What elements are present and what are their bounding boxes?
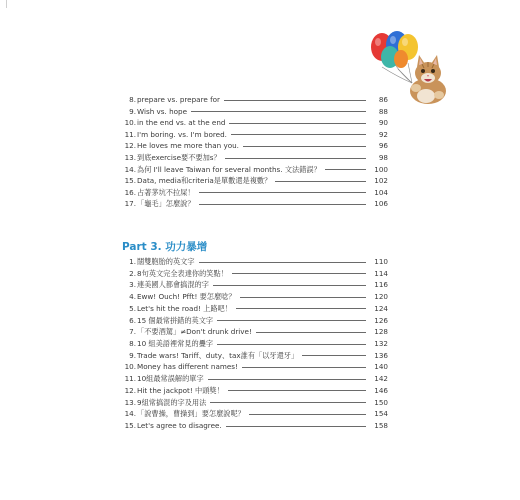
toc-entry-title: He loves me more than you. xyxy=(137,141,239,151)
toc-entry-title: Hit the jackpot! 中頭獎！ xyxy=(137,385,224,395)
toc-entry-number: 11. xyxy=(124,374,136,384)
leader-line xyxy=(325,169,366,170)
toc-entry-title: 10組最常誤解的單字 xyxy=(137,374,204,384)
leader-line xyxy=(229,123,366,124)
toc-entry-title: I'm boring. vs. I'm bored. xyxy=(137,129,227,139)
toc-entry-page: 102 xyxy=(374,176,388,186)
toc-entry-number: 12. xyxy=(124,385,136,395)
toc-entry-number: 11. xyxy=(124,129,136,139)
leader-line xyxy=(232,273,366,274)
leader-line xyxy=(217,344,366,345)
leader-line xyxy=(275,181,366,182)
toc-entry-number: 14. xyxy=(124,409,136,419)
toc-entry-page: 146 xyxy=(374,385,388,395)
toc-entry-page: 86 xyxy=(378,95,388,104)
leader-line xyxy=(199,204,366,205)
toc-entry-title: 8句英文完全表達你的笑點！ xyxy=(137,268,228,278)
toc-entry-page: 124 xyxy=(374,303,388,313)
toc-entry-title: Let's agree to disagree. xyxy=(137,421,222,431)
toc-entry-title: 15 個最常拼錯的英文字 xyxy=(137,315,214,325)
toc-entry-title: prepare vs. prepare for xyxy=(137,95,220,104)
toc-entry xyxy=(0,198,520,209)
toc-entry-page: 106 xyxy=(374,199,388,209)
toc-entry-number: 8. xyxy=(129,95,136,104)
toc-entry-number: 8. xyxy=(129,339,136,349)
toc-entry xyxy=(0,279,520,290)
toc-entry xyxy=(0,152,520,163)
toc-entry xyxy=(0,350,520,361)
toc-entry-page: 114 xyxy=(374,268,388,278)
leader-line xyxy=(217,320,366,321)
toc-entry-title: 「不要酒駕」≠Don't drunk drive! xyxy=(137,327,252,337)
toc-entry-number: 13. xyxy=(124,153,136,162)
toc-entry-title: 「說曹操，曹操到」要怎麼說呢？ xyxy=(137,409,245,419)
leader-line xyxy=(224,100,366,101)
toc-entry-number: 10. xyxy=(124,118,136,128)
toc-entry xyxy=(0,140,520,151)
toc-entry-number: 9. xyxy=(129,350,136,360)
toc-entry-number: 4. xyxy=(129,292,136,302)
leader-line xyxy=(242,367,366,368)
toc-entry-number: 10. xyxy=(124,362,136,372)
toc-entry-number: 17. xyxy=(124,199,136,209)
toc-entry xyxy=(0,187,520,198)
toc-entry-number: 7. xyxy=(129,327,136,337)
leader-line xyxy=(228,390,366,391)
toc-entry-page: 128 xyxy=(374,327,388,337)
leader-line xyxy=(302,355,366,356)
toc-entry xyxy=(0,315,520,326)
toc-entry-number: 15. xyxy=(124,176,136,186)
toc-entry-title: Let's hit the road! 上路吧！ xyxy=(137,303,232,313)
toc-entry-title: Wish vs. hope xyxy=(137,106,188,116)
toc-entry-title: in the end vs. at the end xyxy=(137,118,226,128)
toc-entry-page: 88 xyxy=(378,106,388,116)
toc-entry-page: 142 xyxy=(374,374,388,384)
leader-line xyxy=(208,379,366,380)
toc-entry-page: 140 xyxy=(374,362,388,372)
toc-entry xyxy=(0,397,520,408)
toc-entry-number: 16. xyxy=(124,187,136,197)
toc-entry-title: 闊雙胞胎的英文字 xyxy=(137,257,195,266)
toc-entry-page: 120 xyxy=(374,292,388,302)
toc-entry-page: 132 xyxy=(374,339,388,349)
toc-entry-number: 5. xyxy=(129,303,136,313)
toc-entry xyxy=(0,129,520,140)
toc-entry xyxy=(0,408,520,419)
toc-entry-title: 到底exercise要不要加s？ xyxy=(137,153,221,162)
toc-entry-page: 126 xyxy=(374,315,388,325)
toc-entry-title: 為何 I'll leave Taiwan for several months. 文法錯誤？ xyxy=(137,164,321,174)
toc-entry xyxy=(0,420,520,431)
leader-line xyxy=(210,402,366,403)
toc-entry-number: 1. xyxy=(129,257,136,266)
leader-line xyxy=(191,111,366,112)
toc-entry-page: 154 xyxy=(374,409,388,419)
toc-entry xyxy=(0,117,520,128)
toc-entry-title: Data, media和criteria是單數還是複數？ xyxy=(137,176,272,186)
toc-entry-title: 9組常搞混的字及用法 xyxy=(137,397,207,407)
toc-entry-page: 158 xyxy=(374,421,388,431)
part-heading: Part 3. 功力暴增 xyxy=(122,241,208,253)
toc-entry-page: 98 xyxy=(378,153,388,162)
toc-entry-page: 90 xyxy=(378,118,388,128)
toc-entry-number: 9. xyxy=(129,106,136,116)
toc-entry-page: 116 xyxy=(374,280,388,290)
toc-entry-number: 3. xyxy=(129,280,136,290)
toc-entry-number: 2. xyxy=(129,268,136,278)
toc-entry-title: 10 組美語裡常見的疊字 xyxy=(137,339,214,349)
toc-entry-title: Money has different names! xyxy=(137,362,238,372)
toc-entry-page: 150 xyxy=(374,397,388,407)
toc-entry-page: 136 xyxy=(374,350,388,360)
toc-entry-title: 連美國人都會搞混的字 xyxy=(137,280,209,290)
toc-entry-number: 6. xyxy=(129,315,136,325)
toc-entry xyxy=(0,303,520,314)
toc-entry xyxy=(0,175,520,186)
toc-entry-title: 「龜毛」怎麼說？ xyxy=(137,199,195,209)
toc-entry xyxy=(0,268,520,279)
toc-entry xyxy=(0,326,520,337)
toc-entry xyxy=(0,338,520,349)
leader-line xyxy=(236,308,366,309)
leader-line xyxy=(231,134,366,135)
leader-line xyxy=(243,146,366,147)
toc-entry xyxy=(0,164,520,175)
toc-entry xyxy=(0,385,520,396)
toc-entry-page: 100 xyxy=(374,164,388,174)
toc-entry-page: 92 xyxy=(378,129,388,139)
leader-line xyxy=(256,332,366,333)
toc-entry-number: 14. xyxy=(124,164,136,174)
toc-entry-page: 110 xyxy=(374,257,388,266)
toc-entry-page: 96 xyxy=(378,141,388,151)
toc-entry xyxy=(0,106,520,117)
leader-line xyxy=(213,285,366,286)
leader-line xyxy=(199,262,366,263)
leader-line xyxy=(199,192,366,193)
toc-entry xyxy=(0,291,520,302)
toc-entry xyxy=(0,94,520,105)
toc-entry-number: 13. xyxy=(124,397,136,407)
toc-entry xyxy=(0,373,520,384)
leader-line xyxy=(240,297,366,298)
toc-entry-page: 104 xyxy=(374,187,388,197)
toc-entry xyxy=(0,256,520,267)
toc-entry-title: 占著茅坑不拉屎！ xyxy=(137,187,195,197)
toc-entry-title: Trade wars! Tariff、duty、tax誰有「以牙還牙」 xyxy=(137,350,299,360)
toc-entry-number: 15. xyxy=(124,421,136,431)
leader-line xyxy=(226,426,366,427)
toc-entry-title: Eww! Ouch! Pfft! 要怎麼唸？ xyxy=(137,292,236,302)
leader-line xyxy=(225,158,366,159)
toc-entry-number: 12. xyxy=(124,141,136,151)
toc-entry xyxy=(0,361,520,372)
leader-line xyxy=(249,414,366,415)
